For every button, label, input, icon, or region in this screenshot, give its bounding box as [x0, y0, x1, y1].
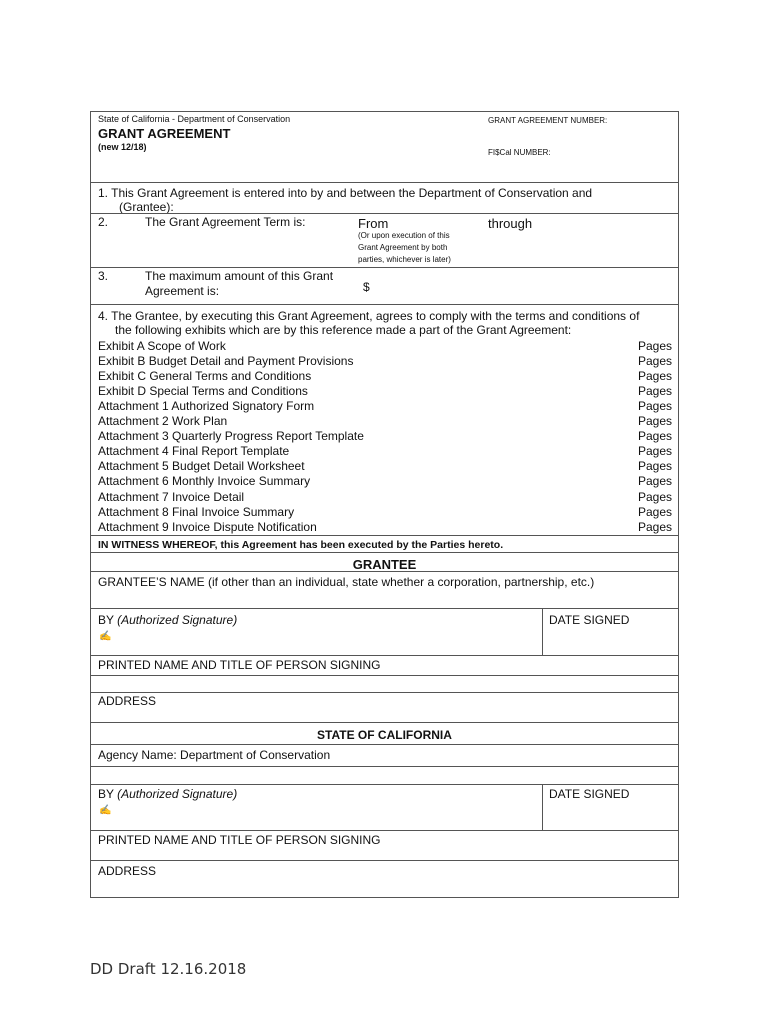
signature-pen-icon: ✍ [99, 631, 112, 642]
exhibit-item: Attachment 6 Monthly Invoice Summary [98, 474, 311, 488]
exhibit-pages-label: Pages [637, 354, 672, 368]
exhibit-pages-label: Pages [637, 459, 672, 473]
exhibit-pages-label: Pages [637, 474, 672, 488]
exhibit-pages-label: Pages [637, 399, 672, 413]
signature-pen-icon: ✍ [99, 805, 112, 816]
section4-text2: the following exhibits which are by this reference made a part of the Grant Agreement: [115, 323, 572, 337]
agreement-number-label: GRANT AGREEMENT NUMBER: [488, 116, 608, 125]
max-amount-currency: $ [363, 280, 370, 294]
exhibit-item: Attachment 2 Work Plan [98, 414, 228, 428]
witness-statement: IN WITNESS WHEREOF, this Agreement has been executed by the Parties hereto. [98, 539, 504, 551]
exhibit-item: Attachment 9 Invoice Dispute Notification [98, 520, 317, 534]
max-amount-label-line1: The maximum amount of this Grant [145, 269, 334, 283]
grantee-printed-name-label: PRINTED NAME AND TITLE OF PERSON SIGNING [98, 658, 381, 672]
form-title: GRANT AGREEMENT [98, 126, 231, 141]
term-note-line1: (Or upon execution of this [358, 231, 450, 240]
department-label: State of California - Department of Conservation [98, 114, 291, 124]
form-revision: (new 12/18) [98, 142, 147, 152]
exhibit-pages-label: Pages [637, 339, 672, 353]
term-note-line2: Grant Agreement by both [358, 243, 448, 252]
section4-text: 4. The Grantee, by executing this Grant Agreement, agrees to comply with the terms and conditions of [98, 309, 640, 323]
exhibit-pages-label: Pages [637, 444, 672, 458]
state-signature-label: BY (Authorized Signature) [98, 787, 238, 801]
exhibit-item: Exhibit A Scope of Work [98, 339, 226, 353]
term-note-line3: parties, whichever is later) [358, 255, 451, 264]
exhibit-pages-label: Pages [637, 369, 672, 383]
exhibit-item: Attachment 4 Final Report Template [98, 444, 290, 458]
max-amount-label-line2: Agreement is: [145, 284, 220, 298]
state-address-label: ADDRESS [98, 864, 157, 878]
grantee-name-label: GRANTEE’S NAME (if other than an individual, state whether a corporation, partnership, etc.) [98, 575, 595, 589]
exhibit-pages-label: Pages [637, 429, 672, 443]
section2-number: 2. [98, 215, 109, 229]
term-from-label: From [358, 216, 389, 231]
state-printed-name-label: PRINTED NAME AND TITLE OF PERSON SIGNING [98, 833, 381, 847]
grantee-address-label: ADDRESS [98, 694, 157, 708]
exhibit-pages-label: Pages [637, 505, 672, 519]
exhibit-item: Exhibit C General Terms and Conditions [98, 369, 312, 383]
grantee-signature-label: BY (Authorized Signature) [98, 613, 238, 627]
draft-footer: DD Draft 12.16.2018 [90, 960, 247, 978]
term-through-label: through [488, 216, 533, 231]
state-date-signed-label: DATE SIGNED [549, 787, 630, 801]
exhibit-pages-label: Pages [637, 520, 672, 534]
exhibit-item: Attachment 7 Invoice Detail [98, 490, 245, 504]
exhibit-pages-label: Pages [637, 414, 672, 428]
grantee-date-signed-label: DATE SIGNED [549, 613, 630, 627]
exhibit-item: Attachment 5 Budget Detail Worksheet [98, 459, 305, 473]
exhibit-item: Exhibit B Budget Detail and Payment Provisions [98, 354, 354, 368]
exhibit-item: Attachment 1 Authorized Signatory Form [98, 399, 315, 413]
section1-text: 1. This Grant Agreement is entered into by and between the Department of Conservation and [98, 186, 593, 200]
grant-agreement-form [90, 111, 679, 898]
fiscal-number-label: FI$Cal NUMBER: [488, 148, 551, 157]
section3-number: 3. [98, 269, 109, 283]
exhibit-item: Attachment 8 Final Invoice Summary [98, 505, 295, 519]
agency-name: Agency Name: Department of Conservation [98, 748, 331, 762]
exhibit-item: Exhibit D Special Terms and Conditions [98, 384, 308, 398]
exhibit-pages-label: Pages [637, 384, 672, 398]
state-heading: STATE OF CALIFORNIA [317, 728, 452, 742]
grantee-heading: GRANTEE [352, 557, 417, 572]
section1-grantee: (Grantee): [119, 200, 174, 214]
exhibit-pages-label: Pages [637, 490, 672, 504]
exhibit-item: Attachment 3 Quarterly Progress Report Template [98, 429, 364, 443]
term-label: The Grant Agreement Term is: [145, 215, 306, 229]
